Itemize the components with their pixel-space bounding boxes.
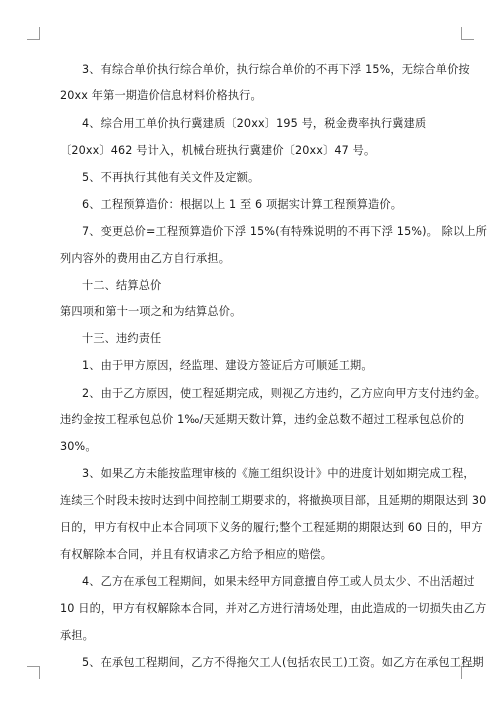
- paragraph-line: 3、有综合单价执行综合单价，执行综合单价的不再下浮 15%，无综合单价按: [82, 63, 470, 76]
- section-heading: 十三、违约责任: [82, 332, 162, 345]
- paragraph-line: 10 日的，甲方有权解除本合同，并对乙方进行清场处理，由此造成的一切损失由乙方: [60, 602, 487, 615]
- paragraph-line: 1、由于甲方原因，经监理、建设方签证后方可顺延工期。: [82, 359, 373, 372]
- section-heading: 十二、结算总价: [82, 279, 162, 292]
- paragraph-line: 连续三个时段未按时达到中间控制工期要求的，将撤换项目部，且延期的期限达到 30: [60, 494, 487, 507]
- paragraph-line: 有权解除本合同，并且有权请求乙方给予相应的赔偿。: [60, 548, 333, 561]
- paragraph-line: 6、工程预算造价：根据以上 1 至 6 项据实计算工程预算造价。: [82, 198, 403, 211]
- paragraph-line: 2、由于乙方原因，使工程延期完成，则视乙方违约，乙方应向甲方支付违约金。: [82, 387, 487, 400]
- paragraph-line: 4、乙方在承包工程期间，如果未经甲方同意擅自停工或人员太少、不出活超过: [82, 575, 475, 588]
- paragraph-line: 〔20xx〕462 号计入，机械台班执行冀建价〔20xx〕47 号。: [60, 144, 376, 157]
- paragraph-line: 7、变更总价=工程预算造价下浮 15%(有特殊说明的不再下浮 15%)。 除以上所: [82, 225, 488, 238]
- paragraph-line: 第四项和第十一项之和为结算总价。: [60, 305, 242, 318]
- paragraph-line: 5、在承包工程期间，乙方不得拖欠工人(包括农民工)工资。如乙方在承包工程期: [82, 656, 484, 669]
- paragraph-line: 4、综合用工单价执行冀建质〔20xx〕195 号，税金费率执行冀建质: [82, 117, 427, 130]
- crop-mark-top-left: [27, 27, 40, 40]
- paragraph-line: 3、如果乙方未能按监理审核的《施工组织设计》中的进度计划如期完成工程，: [82, 467, 475, 480]
- paragraph-line: 违约金按工程承包总价 1‰/天延期天数计算，违约金总数不超过工程承包总价的: [60, 413, 465, 426]
- paragraph-line: 承担。: [60, 629, 95, 642]
- paragraph-line: 30%。: [60, 440, 97, 453]
- paragraph-line: 日的，甲方有权中止本合同项下义务的履行;整个工程延期的期限达到 60 日的，甲方: [60, 521, 483, 534]
- paragraph-line: 列内容外的费用由乙方自行承担。: [60, 252, 231, 265]
- crop-mark-bottom-left: [27, 666, 40, 679]
- crop-mark-top-right: [461, 27, 474, 40]
- paragraph-line: 20xx 年第一期造价信息材料价格执行。: [60, 89, 262, 102]
- paragraph-line: 5、不再执行其他有关文件及定额。: [82, 171, 260, 184]
